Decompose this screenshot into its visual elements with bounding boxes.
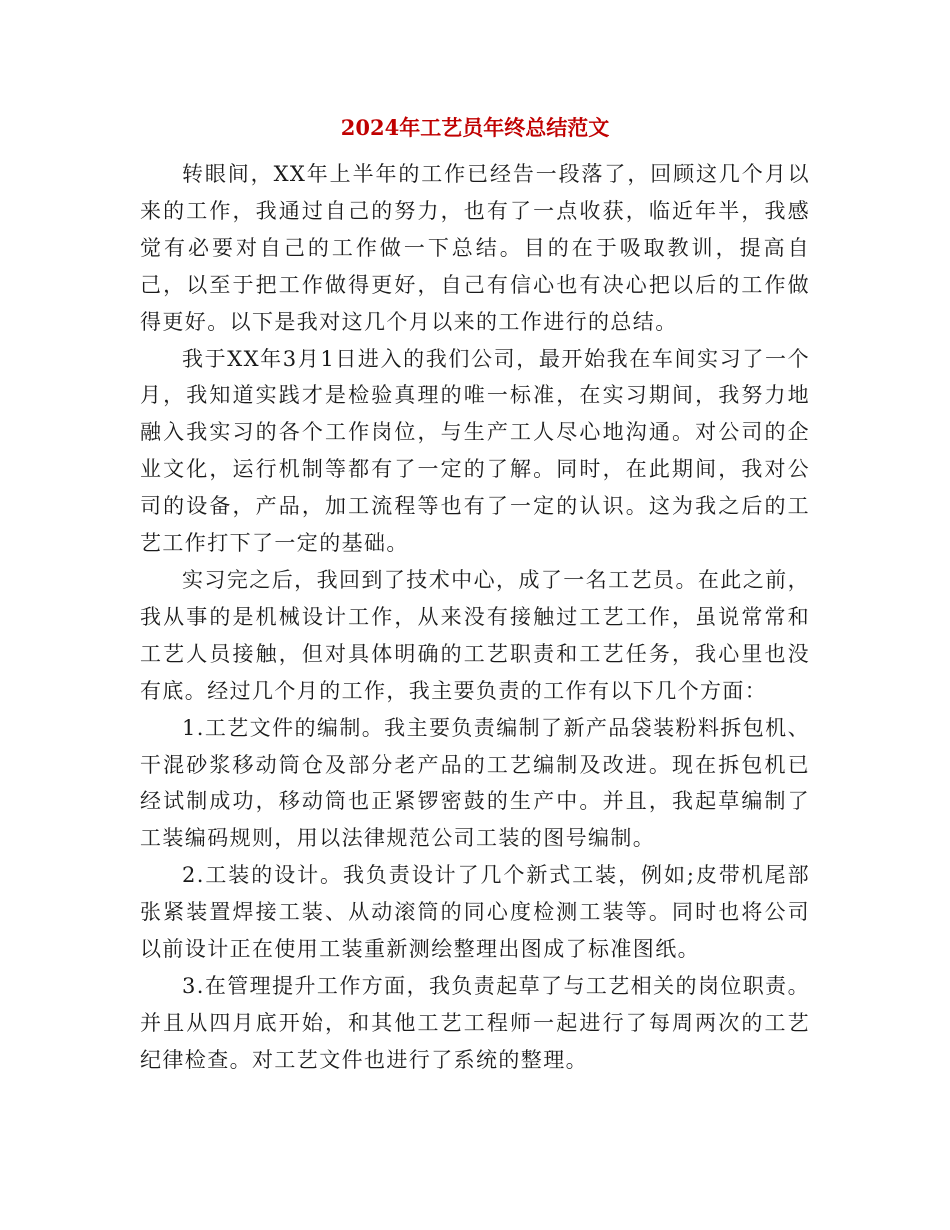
paragraph-item-2: 2.工装的设计。我负责设计了几个新式工装，例如;皮带机尾部张紧装置焊接工装、从动滚筒的同心度检测工装等。同时也将公司以前设计正在使用工装重新测绘整理出图成了标准图纸。 bbox=[140, 863, 810, 962]
paragraph-item-1: 1.工艺文件的编制。我主要负责编制了新产品袋装粉料拆包机、干混砂浆移动筒仓及部分老产品的工艺编制及改进。现在拆包机已经试制成功，移动筒也正紧锣密鼓的生产中。并且，我起草编制了工装编码规则，用以法律规范公司工装的图号编制。 bbox=[140, 715, 810, 851]
paragraph-role: 实习完之后，我回到了技术中心，成了一名工艺员。在此之前，我从事的是机械设计工作，从来没有接触过工艺工作，虽说常常和工艺人员接触，但对具体明确的工艺职责和工艺任务，我心里也没有底。经过几个月的工作，我主要负责的工作有以下几个方面： bbox=[140, 567, 810, 703]
document-title: 2024年工艺员年终总结范文 bbox=[340, 115, 610, 140]
document-body bbox=[140, 156, 810, 1079]
paragraph-internship: 我于XX年3月1日进入的我们公司，最开始我在车间实习了一个月，我知道实践才是检验真理的唯一标准，在实习期间，我努力地融入我实习的各个工作岗位，与生产工人尽心地沟通。对公司的企业文化，运行机制等都有了一定的了解。同时，在此期间，我对公司的设备，产品，加工流程等也有了一定的认识。这为我之后的工艺工作打下了一定的基础。 bbox=[140, 346, 810, 556]
paragraph-item-3: 3.在管理提升工作方面，我负责起草了与工艺相关的岗位职责。并且从四月底开始，和其他工艺工程师一起进行了每周两次的工艺纪律检查。对工艺文件也进行了系统的整理。 bbox=[140, 973, 810, 1072]
paragraph-intro: 转眼间，XX年上半年的工作已经告一段落了，回顾这几个月以来的工作，我通过自己的努力，也有了一点收获，临近年半，我感觉有必要对自己的工作做一下总结。目的在于吸取教训，提高自己，以至于把工作做得更好，自己有信心也有决心把以后的工作做得更好。以下是我对这几个月以来的工作进行的总结。 bbox=[140, 162, 810, 334]
